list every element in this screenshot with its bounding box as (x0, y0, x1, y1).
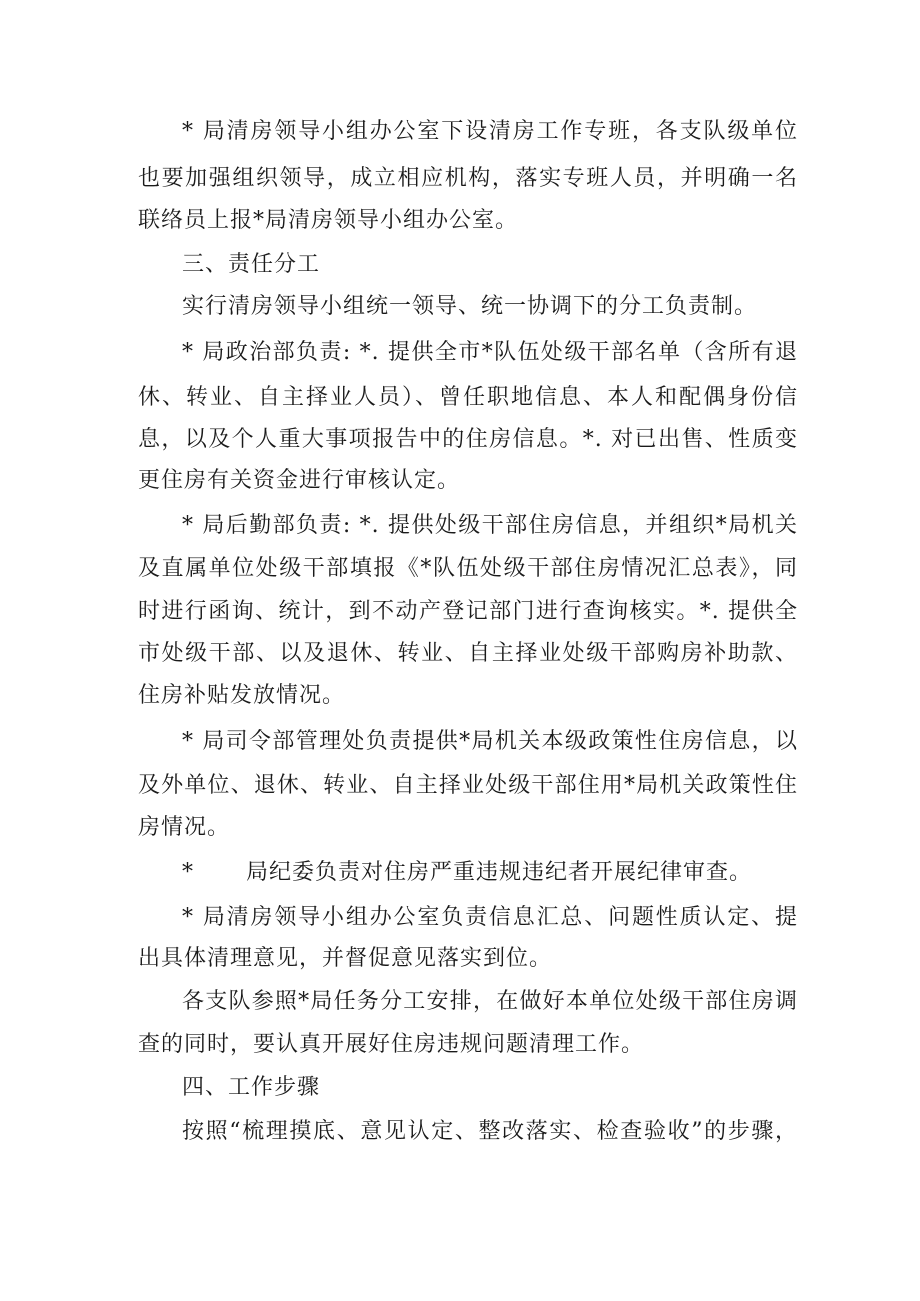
paragraph-line-6: * 局政治部负责: *. 提供全市*队伍处级干部名单（含所有退 (182, 340, 798, 365)
paragraph-line-18 (182, 858, 798, 888)
section-heading-steps: 四、工作步骤 (182, 1075, 321, 1100)
paragraph-line-15: * 局司令部管理处负责提供*局机关本级政策性住房信息，以 (182, 729, 798, 754)
paragraph-line-19: * 局清房领导小组办公室负责信息汇总、问题性质认定、提 (182, 905, 798, 930)
paragraph-line-20: 出具体清理意见，并督促意见落实到位。 (138, 946, 553, 971)
section-heading-responsibilities: 三、责任分工 (182, 252, 321, 277)
paragraph-line-2: 也要加强组织领导，成立相应机构，落实专班人员，并明确一名 (138, 166, 798, 191)
paragraph-line-24: 按照“梳理摸底、意见认定、整改落实、检查验收”的步骤， (182, 1119, 798, 1144)
paragraph-line-1: * 局清房领导小组办公室下设清房工作专班，各支队级单位 (182, 119, 798, 144)
paragraph-line-13: 市处级干部、以及退休、转业、自主择业处级干部购房补助款、 (138, 641, 798, 666)
discipline-text: 局纪委负责对住房严重违规违纪者开展纪律审查。 (246, 860, 753, 885)
paragraph-line-16: 及外单位、退休、转业、自主择业处级干部住用*局机关政策性住 (138, 773, 798, 798)
paragraph-line-21: 各支队参照*局任务分工安排，在做好本单位处级干部住房调 (182, 989, 798, 1014)
paragraph-line-10: * 局后勤部负责: *. 提供处级干部住房信息，并组织*局机关 (182, 513, 798, 538)
paragraph-line-5: 实行清房领导小组统一领导、统一协调下的分工负责制。 (182, 294, 758, 319)
paragraph-line-9: 更住房有关资金进行审核认定。 (138, 468, 461, 493)
paragraph-line-22: 查的同时，要认真开展好住房违规问题清理工作。 (138, 1032, 645, 1057)
paragraph-line-7: 休、转业、自主择业人员）、曾任职地信息、本人和配偶身份信 (138, 385, 798, 410)
paragraph-line-11: 及直属单位处级干部填报《*队伍处级干部住房情况汇总表》，同 (138, 556, 798, 581)
paragraph-line-14: 住房补贴发放情况。 (138, 683, 346, 708)
paragraph-line-17: 房情况。 (138, 815, 231, 840)
paragraph-line-8: 息，以及个人重大事项报告中的住房信息。*. 对已出售、性质变 (138, 427, 798, 452)
bullet-star: * (182, 860, 194, 885)
paragraph-line-12: 时进行函询、统计，到不动产登记部门进行查询核实。*. 提供全 (138, 599, 798, 624)
paragraph-line-3: 联络员上报*局清房领导小组办公室。 (138, 208, 519, 233)
